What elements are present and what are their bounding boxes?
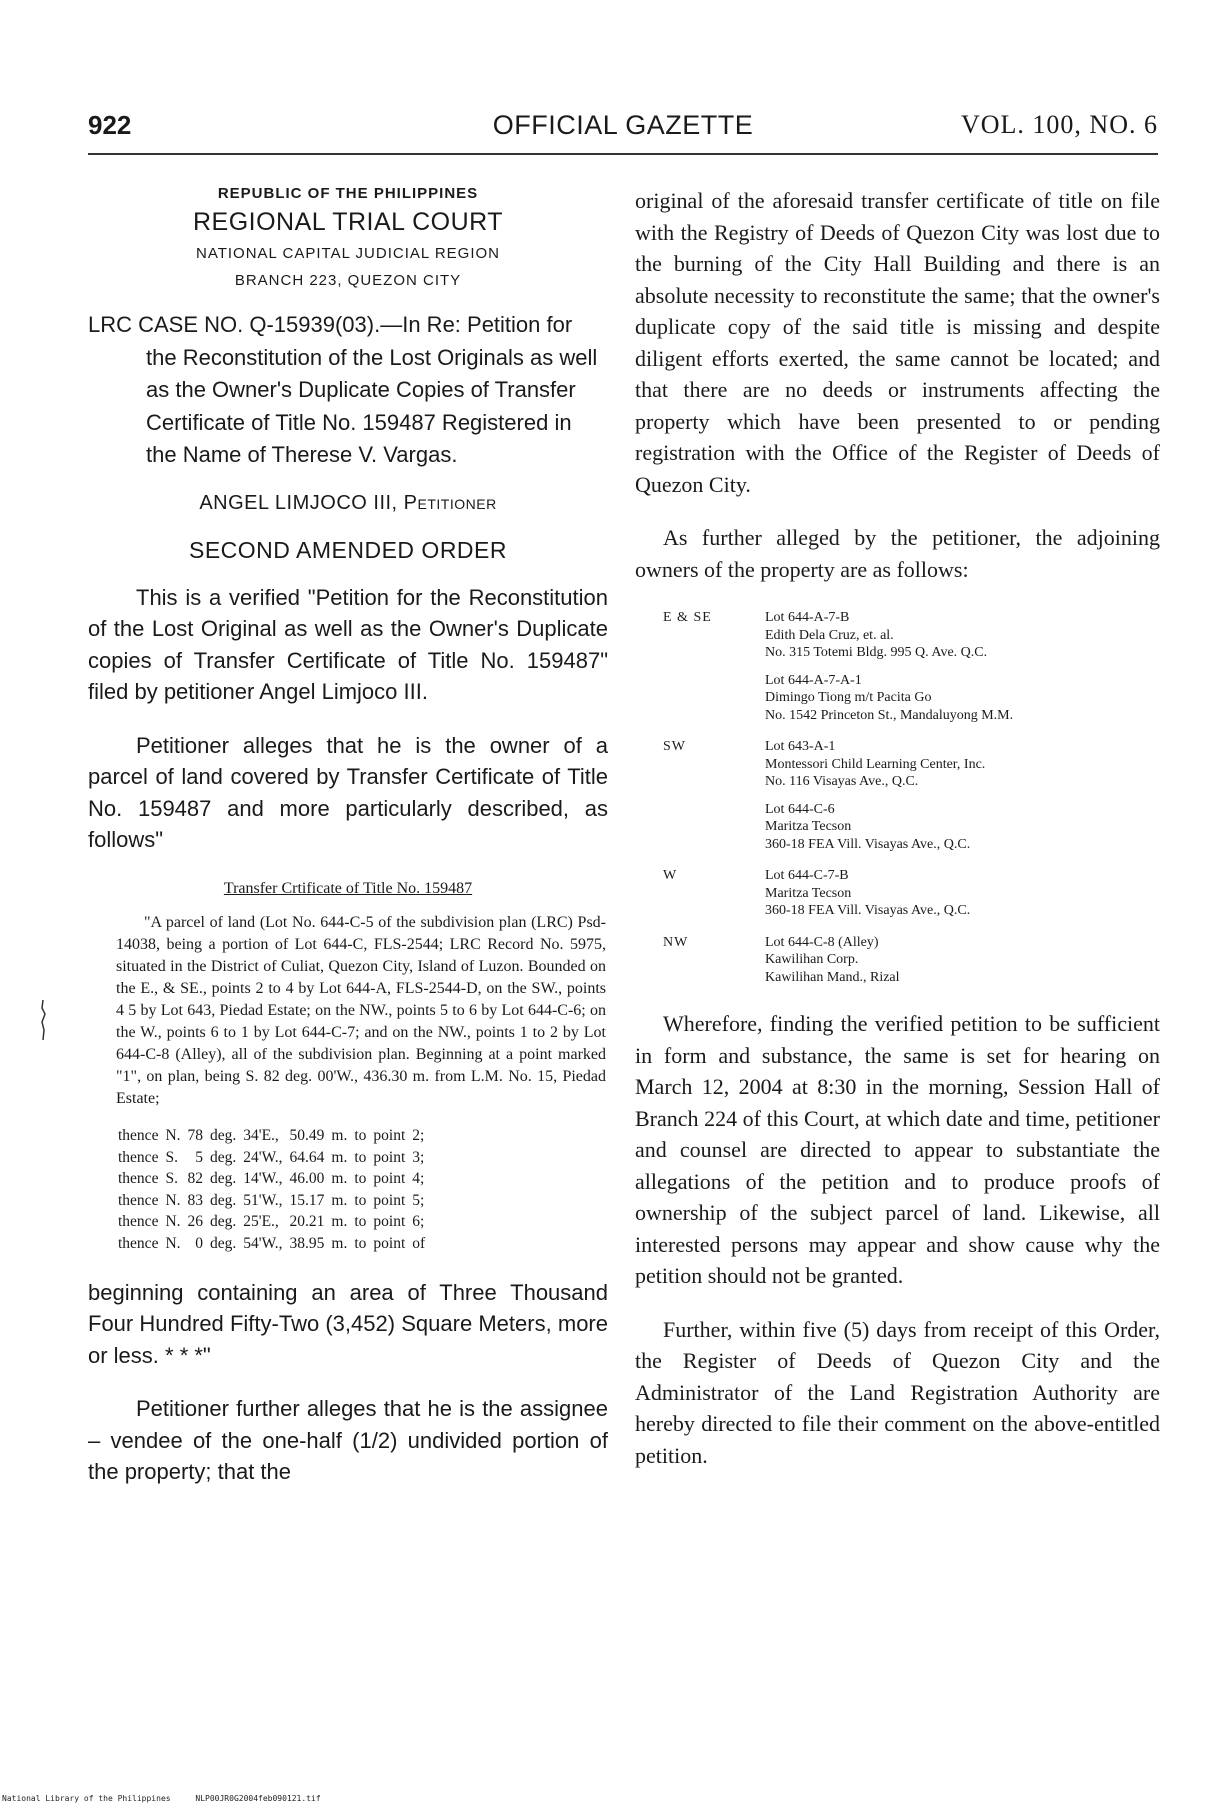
branch-line: BRANCH 223, QUEZON CITY: [234, 272, 462, 289]
bearing-cell: thence: [118, 1234, 159, 1252]
bearing-cell: thence: [118, 1170, 159, 1188]
bearing-cell: 46.00: [289, 1170, 325, 1188]
lot-number: Lot 644-C-7-B: [765, 868, 849, 883]
lot-number: Lot 644-A-7-B: [765, 610, 850, 625]
bearing-cell: to: [354, 1213, 367, 1231]
order-title: SECOND AMENDED ORDER: [189, 536, 507, 563]
bearing-row: [118, 1169, 432, 1191]
owner-address: No. 1542 Princeton St., Mandaluyong M.M.: [765, 707, 1014, 723]
owner-group: [635, 609, 1160, 724]
owner-address: No. 315 Totemi Bldg. 995 Q. Ave. Q.C.: [765, 645, 988, 660]
bearing-cell: 26: [187, 1213, 204, 1231]
owner-name: Edith Dela Cruz, et. al.: [765, 627, 894, 643]
bearing-cell: 24'W.,: [243, 1148, 283, 1166]
bearing-cell: deg.: [210, 1234, 237, 1252]
bearing-cell: 3;: [412, 1148, 425, 1166]
bearing-cell: thence: [118, 1148, 159, 1166]
lot-number: Lot 644-C-6: [765, 801, 835, 817]
bearing-cell: deg.: [210, 1191, 237, 1209]
adjoining-owners-list: [635, 609, 1160, 986]
bearing-row: [118, 1126, 432, 1148]
header-rule: [88, 153, 1158, 155]
owner-address: 360-18 FEA Vill. Visayas Ave., Q.C.: [765, 836, 971, 852]
paragraph-allegation: Petitioner alleges that he is the owner of a parcel of land covered by Transfer Certificate of Title No. 159487 and more particularly described, as follows": [88, 732, 608, 852]
owner-group: [635, 934, 1160, 987]
bearing-cell: 4;: [412, 1170, 425, 1188]
bearing-cell: point: [373, 1170, 406, 1188]
bearing-cell: 20.21: [289, 1213, 325, 1231]
republic-line: REPUBLIC OF THE PHILIPPINES: [217, 185, 479, 202]
owner-name: Kawilihan Corp.: [765, 952, 859, 967]
bearing-cell: m.: [331, 1170, 348, 1188]
paragraph-original-lost: original of the aforesaid transfer certificate of title on file with the Registry of Deeds of Quezon City was lost due to the burning of the City Hall Building and there is an absolute necessity to reconstitute the same; that the owner's duplicate copy of the said title is missing and despite diligent efforts exerted, the same cannot be located; and that there are no deeds or instruments affecting the property which have been presented to or pending registration with the Office of the Register of Deeds of Quezon City.: [635, 188, 1160, 497]
bearing-cell: deg.: [210, 1148, 237, 1166]
bearing-cell: 83: [187, 1191, 204, 1209]
bearing-cell: m.: [331, 1191, 348, 1209]
footer-file: NLP00JR0G2004feb090121.tif: [195, 1794, 321, 1803]
owner-lot: [765, 867, 1160, 920]
owner-direction: W: [663, 868, 678, 883]
owner-name: Montessori Child Learning Center, Inc.: [765, 756, 986, 772]
owner-lot: [765, 672, 1160, 725]
bearing-cell: 14'W.,: [243, 1170, 283, 1188]
bearing-cell: 25'E.,: [243, 1213, 279, 1231]
volume-number: VOL. 100, NO. 6: [961, 110, 1158, 139]
owner-name: Maritza Tecson: [765, 819, 852, 834]
scan-footer: [2, 1794, 341, 1803]
bearing-cell: N.: [165, 1213, 181, 1231]
bearing-row: [118, 1190, 432, 1212]
bearing-cell: 5: [195, 1148, 204, 1166]
court-name: REGIONAL TRIAL COURT: [192, 208, 504, 236]
bearing-row: [118, 1233, 432, 1255]
bearing-cell: thence: [118, 1127, 159, 1145]
paragraph-area: beginning containing an area of Three Thousand Four Hundred Fifty-Two (3,452) Square Meters, more or less. * * *": [88, 1279, 608, 1368]
bearing-cell: m.: [331, 1234, 348, 1252]
region-line: NATIONAL CAPITAL JUDICIAL REGION: [196, 245, 500, 262]
bearing-cell: point: [373, 1234, 406, 1252]
bearing-cell: deg.: [210, 1170, 237, 1188]
bearing-cell: thence: [118, 1191, 159, 1209]
bearing-cell: 34'E.,: [243, 1127, 279, 1145]
owner-lot: [765, 738, 1160, 791]
bearing-cell: point: [373, 1191, 406, 1209]
bearing-cell: 50.49: [289, 1127, 325, 1145]
case-heading: LRC CASE NO. Q-15939(03).—In Re: Petition for the Reconstitution of the Lost Originals as well as the Owner's Duplicate Copies of Transfer Certificate of Title No. 159487 Registered in the Name of Therese V. Vargas.: [88, 312, 598, 467]
bearing-cell: 51'W.,: [243, 1191, 283, 1209]
owner-address: Kawilihan Mand., Rizal: [765, 969, 900, 985]
bearing-cell: S.: [165, 1148, 178, 1166]
bearing-cell: point: [373, 1213, 406, 1231]
bearing-cell: 82: [187, 1170, 204, 1188]
right-column: [635, 185, 1160, 1471]
owner-address: 360-18 FEA Vill. Visayas Ave., Q.C.: [765, 903, 971, 918]
petitioner-line: ANGEL LIMJOCO III, Petitioner: [199, 491, 497, 514]
bearing-cell: m.: [331, 1213, 348, 1231]
margin-mark: [40, 1000, 46, 1040]
bearing-cell: S.: [165, 1170, 178, 1188]
footer-library: National Library of the Philippines: [2, 1794, 171, 1803]
bearing-cell: N.: [165, 1191, 181, 1209]
bearing-cell: 54'W.,: [243, 1234, 283, 1252]
bearing-cell: deg.: [210, 1127, 237, 1145]
paragraph-wherefore: Wherefore, finding the verified petition to be sufficient in form and substance, the same is set for hearing on March 12, 2004 at 8:30 in the morning, Session Hall of Branch 224 of this Court, at which date and time, petitioner and counsel are directed to appear to substantiate the allegations of the petition and to produce proofs of ownership of the subject parcel of land. Likewise, all interested persons may appear and show cause why the petition should not be granted.: [635, 1011, 1160, 1288]
owner-name: Dimingo Tiong m/t Pacita Go: [765, 690, 932, 705]
lot-number: Lot 644-A-7-A-1: [765, 672, 862, 688]
bearing-cell: 38.95: [289, 1234, 325, 1252]
bearing-cell: 78: [187, 1127, 204, 1145]
owner-direction: SW: [663, 739, 686, 754]
bearing-cell: of: [412, 1234, 426, 1252]
paragraph-petition: This is a verified "Petition for the Reconstitution of the Lost Original as well as the Owner's Duplicate copies of Transfer Certificate of Title No. 159487" filed by petitioner Angel Limjoco III.: [88, 584, 608, 704]
bearing-cell: to: [354, 1234, 367, 1252]
tct-description: "A parcel of land (Lot No. 644-C-5 of the subdivision plan (LRC) Psd-14038, being a portion of Lot 644-C, FLS-2544; LRC Record No. 5975, situated in the District of Culiat, Quezon City, Island of Luzon. Bounded on the E., & SE., points 2 to 4 by Lot 644-A, FLS-2544-D, on the SW., points 4 5 by Lot 643, Piedad Estate; on the NW., points 5 to 6 by Lot 644-C-6; on the W., points 6 to 1 by Lot 644-C-7; and on the NW., points 1 to 2 by Lot 644-C-8 (Alley), all of the subdivision plan. Beginning at a point marked "1", on plan, being S. 82 deg. 00'W., 436.30 m. from L.M. No. 15, Piedad Estate;: [116, 913, 606, 1107]
bearing-cell: m.: [331, 1127, 348, 1145]
owner-address: No. 116 Visayas Ave., Q.C.: [765, 774, 919, 789]
owner-lot: [765, 934, 1160, 987]
tct-title: Transfer Crtificate of Title No. 159487: [223, 879, 473, 897]
bearing-cell: N.: [165, 1234, 181, 1252]
owner-name: Maritza Tecson: [765, 885, 852, 901]
publication-title: OFFICIAL GAZETTE: [492, 110, 754, 140]
lot-number: Lot 644-C-8 (Alley): [765, 934, 879, 950]
bearing-row: [118, 1147, 432, 1169]
owner-lot: [765, 609, 1160, 662]
owner-direction: NW: [663, 934, 689, 950]
page-number: 922: [88, 110, 132, 140]
bearing-cell: to: [354, 1191, 367, 1209]
paragraph-adjoining: As further alleged by the petitioner, the adjoining owners of the property are as follows:: [635, 525, 1160, 582]
bearing-cell: m.: [331, 1148, 348, 1166]
lot-number: Lot 643-A-1: [765, 739, 836, 754]
bearing-cell: point: [373, 1127, 406, 1145]
bearing-row: [118, 1212, 432, 1234]
court-heading: [88, 185, 608, 289]
owner-group: [635, 867, 1160, 920]
page-header: [88, 110, 1158, 150]
bearing-cell: deg.: [210, 1213, 237, 1231]
bearing-cell: 15.17: [289, 1191, 325, 1209]
bearings-table: [118, 1126, 432, 1255]
bearing-cell: 0: [195, 1234, 204, 1252]
bearing-cell: thence: [118, 1213, 159, 1231]
bearing-cell: 2;: [412, 1127, 425, 1145]
bearing-cell: 6;: [412, 1213, 425, 1231]
bearing-cell: to: [354, 1127, 367, 1145]
bearing-cell: to: [354, 1148, 367, 1166]
owner-lot: [765, 801, 1160, 854]
owner-group: [635, 738, 1160, 853]
paragraph-assignee: Petitioner further alleges that he is the assignee – vendee of the one-half (1/2) undivided portion of the property; that the: [88, 1396, 608, 1484]
bearing-cell: point: [373, 1148, 406, 1166]
bearing-cell: 5;: [412, 1191, 425, 1209]
paragraph-further: Further, within five (5) days from receipt of this Order, the Register of Deeds of Quezon City and the Administrator of the Land Registration Authority are hereby directed to file their comment on the above-entitled petition.: [635, 1316, 1160, 1468]
bearing-cell: to: [354, 1170, 367, 1188]
bearing-cell: 64.64: [289, 1148, 325, 1166]
bearing-cell: N.: [165, 1127, 181, 1145]
owner-direction: E & SE: [663, 610, 712, 625]
left-column: [88, 185, 608, 1510]
